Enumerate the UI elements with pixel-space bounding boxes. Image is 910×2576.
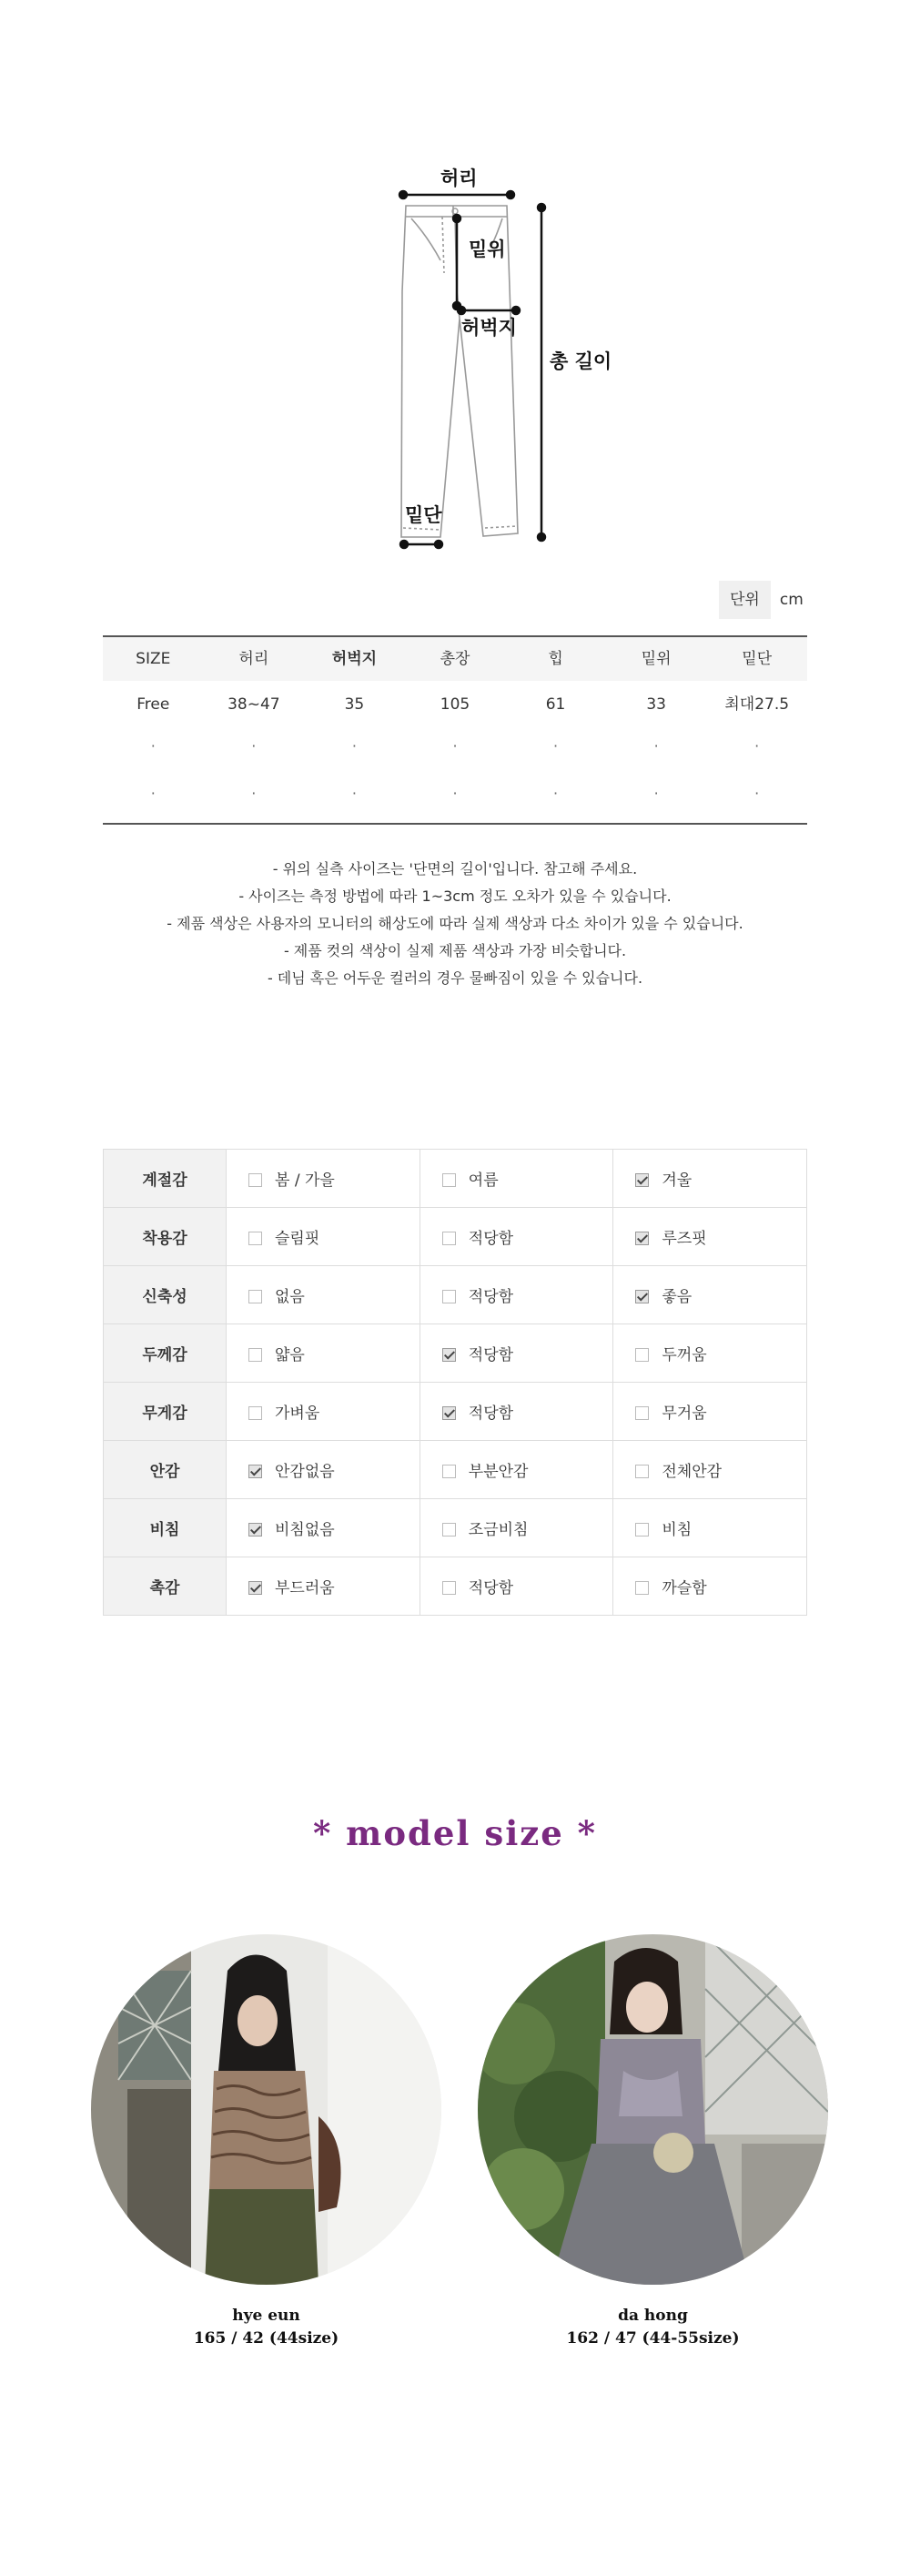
feature-row [104,1324,807,1383]
size-notes [0,856,910,992]
feature-option-label: 무거움 [662,1405,707,1423]
table-cell: 61 [545,695,566,714]
header-cell: 밑단 [742,650,773,668]
feature-row [104,1441,807,1499]
feature-option [613,1150,807,1208]
feature-option [420,1208,613,1266]
feature-option-label: 비침없음 [275,1521,335,1539]
header-cell: 총장 [440,650,470,668]
table-cell: · [754,785,760,802]
unchecked-checkbox-icon [442,1232,456,1245]
table-cell: 최대27.5 [724,695,790,714]
feature-option [227,1383,420,1441]
table-cell: · [754,737,760,755]
feature-option [420,1383,613,1441]
checked-checkbox-icon [635,1232,649,1245]
model-photo-da-hong [478,1934,828,2285]
feature-row [104,1499,807,1557]
feature-option-label: 루즈핏 [662,1230,707,1248]
feature-option-label: 까슬함 [662,1579,707,1597]
feature-option-label: 적당함 [468,1579,514,1597]
feature-row [104,1266,807,1324]
header-cell: 허벅지 [331,650,378,668]
feature-option [613,1499,807,1557]
feature-option-label: 적당함 [468,1288,514,1306]
feature-option-label: 봄 / 가을 [275,1171,335,1190]
feature-option-label: 두꺼움 [662,1346,707,1364]
feature-option [420,1266,613,1324]
feature-option [227,1441,420,1499]
unchecked-checkbox-icon [635,1406,649,1420]
pants-outline-illustration [0,0,910,564]
feature-option [227,1557,420,1616]
note-line: - 제품 컷의 색상이 실제 제품 색상과 가장 비슷합니다. [283,942,627,959]
rise-label: 밑위 [469,238,506,260]
unchecked-checkbox-icon [442,1523,456,1536]
unchecked-checkbox-icon [635,1523,649,1536]
table-cell: · [251,785,257,802]
unchecked-checkbox-icon [442,1173,456,1187]
feature-option-label: 좋음 [662,1288,693,1306]
total-length-label: 총 길이 [550,350,612,372]
hem-label: 밑단 [405,504,442,526]
feature-row [104,1150,807,1208]
table-cell: · [452,737,458,755]
feature-option [227,1208,420,1266]
feature-label: 무게감 [104,1383,227,1441]
feature-option-label: 전체안감 [662,1463,723,1481]
table-cell: 35 [344,695,365,714]
feature-option-label: 조금비침 [468,1521,529,1539]
table-cell: · [150,737,156,755]
feature-option-label: 적당함 [468,1346,514,1364]
table-row [103,681,807,728]
feature-option-label: 적당함 [468,1405,514,1423]
model-caption-hye-eun [91,2305,441,2350]
note-line: - 사이즈는 측정 방법에 따라 1~3cm 정도 오차가 있을 수 있습니다. [238,887,672,905]
size-table-header [103,637,807,681]
feature-option [613,1383,807,1441]
checked-checkbox-icon [248,1523,262,1536]
model-photo-illustration [478,1934,828,2285]
table-cell: 38~47 [228,695,280,714]
table-cell: · [553,785,559,802]
unchecked-checkbox-icon [248,1232,262,1245]
pants-measurement-diagram [0,0,910,564]
feature-option-label: 안감없음 [275,1463,335,1481]
feature-option [613,1208,807,1266]
checked-checkbox-icon [635,1290,649,1303]
header-cell: SIZE [136,650,171,668]
unchecked-checkbox-icon [442,1581,456,1595]
feature-option-label: 부분안감 [468,1463,529,1481]
feature-option [613,1441,807,1499]
unchecked-checkbox-icon [635,1581,649,1595]
feature-label: 계절감 [104,1150,227,1208]
note-line: - 위의 실측 사이즈는 '단면의 길이'입니다. 참고해 주세요. [272,860,638,877]
feature-label: 촉감 [104,1557,227,1616]
model-size-title: * model size * [312,1813,598,1853]
feature-option [420,1150,613,1208]
model-photo-hye-eun [91,1934,441,2285]
feature-option [420,1557,613,1616]
thigh-label: 허벅지 [461,317,517,339]
table-cell: · [251,737,257,755]
unchecked-checkbox-icon [442,1465,456,1478]
unit-value: cm [779,591,804,609]
feature-label: 안감 [104,1441,227,1499]
feature-option [420,1441,613,1499]
header-cell: 밑위 [641,650,672,668]
feature-option [227,1499,420,1557]
feature-option [613,1324,807,1383]
feature-option-label: 없음 [275,1288,305,1306]
product-feature-table [103,1149,807,1616]
feature-option-label: 적당함 [468,1230,514,1248]
feature-option [227,1150,420,1208]
unchecked-checkbox-icon [635,1348,649,1362]
feature-option [420,1499,613,1557]
note-line: - 데님 혹은 어두운 컬러의 경우 물빠짐이 있을 수 있습니다. [267,969,643,987]
feature-option-label: 여름 [468,1171,499,1190]
model-size: 165 / 42 (44size) [193,2329,339,2348]
feature-row [104,1208,807,1266]
feature-row [104,1557,807,1616]
feature-option [420,1324,613,1383]
table-cell: 33 [646,695,666,714]
unit-indicator [719,581,813,619]
table-cell: Free [136,695,170,714]
feature-label: 착용감 [104,1208,227,1266]
unchecked-checkbox-icon [248,1348,262,1362]
size-table [103,635,807,825]
feature-label: 신축성 [104,1266,227,1324]
checked-checkbox-icon [248,1581,262,1595]
checked-checkbox-icon [248,1465,262,1478]
table-row-placeholder [103,728,807,776]
checked-checkbox-icon [635,1173,649,1187]
feature-row [104,1383,807,1441]
table-cell: · [351,785,357,802]
model-name: hye eun [232,2307,300,2325]
feature-option [227,1266,420,1324]
table-cell: · [150,785,156,802]
waist-label: 허리 [440,167,478,189]
note-line: - 제품 색상은 사용자의 모니터의 해상도에 따라 실제 색상과 다소 차이가 있을 수 있습니다. [167,915,743,932]
model-name: da hong [618,2307,688,2325]
header-cell: 허리 [238,650,269,668]
feature-option-label: 겨울 [662,1171,693,1190]
feature-option-label: 가벼움 [275,1405,320,1423]
model-size: 162 / 47 (44-55size) [566,2329,740,2348]
checked-checkbox-icon [442,1406,456,1420]
unchecked-checkbox-icon [248,1406,262,1420]
table-cell: · [653,737,659,755]
feature-label: 두께감 [104,1324,227,1383]
model-photo-illustration [91,1934,441,2285]
table-cell: · [351,737,357,755]
feature-option [613,1266,807,1324]
feature-label: 비침 [104,1499,227,1557]
feature-option [613,1557,807,1616]
table-cell: · [653,785,659,802]
header-cell: 힙 [548,650,563,668]
table-cell: 105 [440,695,470,714]
unchecked-checkbox-icon [248,1173,262,1187]
feature-option-label: 부드러움 [275,1579,335,1597]
table-row-placeholder [103,776,807,823]
feature-option-label: 얇음 [275,1346,305,1364]
checked-checkbox-icon [442,1348,456,1362]
unchecked-checkbox-icon [442,1290,456,1303]
feature-option [227,1324,420,1383]
unchecked-checkbox-icon [248,1290,262,1303]
table-cell: · [452,785,458,802]
model-caption-da-hong [478,2305,828,2350]
feature-option-label: 비침 [662,1521,693,1539]
unit-label: 단위 [719,581,771,619]
table-cell: · [553,737,559,755]
unchecked-checkbox-icon [635,1465,649,1478]
feature-option-label: 슬림핏 [275,1230,320,1248]
